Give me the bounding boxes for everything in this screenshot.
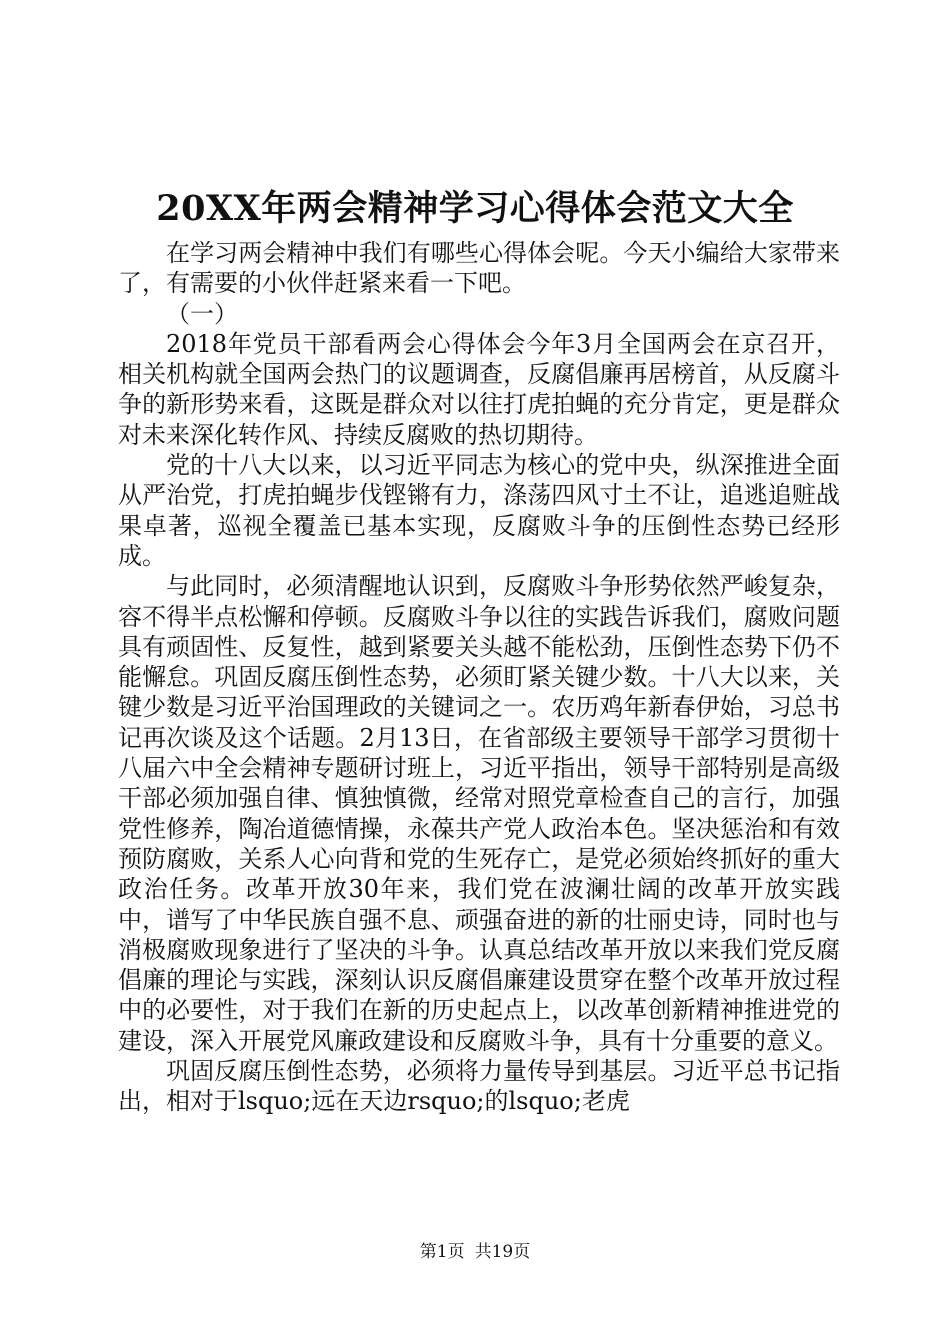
page-count: 共19页 — [474, 1242, 531, 1262]
paragraph-intro: 在学习两会精神中我们有哪些心得体会呢。今天小编给大家带来了，有需要的小伙伴赶紧来看一下吧。 — [118, 239, 840, 298]
document-body — [118, 238, 840, 1117]
section-heading: （一） — [166, 299, 238, 328]
page-footer — [0, 1241, 950, 1263]
paragraph: 党的十八大以来，以习近平同志为核心的党中央，纵深推进全面从严治党，打虎拍蝇步伐铿锵有力，涤荡四风寸土不让，追逃追赃战果卓著，巡视全覆盖已基本实现，反腐败斗争的压倒性态势已经形成。 — [118, 451, 840, 570]
paragraph: 2018年党员干部看两会心得体会今年3月全国两会在京召开，相关机构就全国两会热门的议题调查，反腐倡廉再居榜首，从反腐斗争的新形势来看，这既是群众对以往打虎拍蝇的充分肯定，更是群众对未来深化转作风、持续反腐败的热切期待。 — [118, 329, 840, 449]
document-title: 20XX年两会精神学习心得体会范文大全 — [156, 188, 794, 229]
paragraph: 与此同时，必须清醒地认识到，反腐败斗争形势依然严峻复杂，容不得半点松懈和停顿。反腐败斗争以往的实践告诉我们，腐败问题具有顽固性、反复性，越到紧要关头越不能松劲，压倒性态势下仍不能懈怠。巩固反腐压倒性态势，必须盯紧关键少数。十八大以来，关键少数是习近平治国理政的关键词之一。农历鸡年新春伊始，习总书记再次谈及这个话题。2月13日，在省部级主要领导干部学习贯彻十八届六中全会精神专题研讨班上，习近平指出，领导干部特别是高级干部必须加强自律、慎独慎微，经常对照党章检查自己的言行，加强党性修养，陶冶道德情操，永葆共产党人政治本色。坚决惩治和有效预防腐败，关系人心向背和党的生死存亡，是党必须始终抓好的重大政治任务。改革开放30年来，我们党在波澜壮阔的改革开放实践中，谱写了中华民族自强不息、顽强奋进的新的壮丽史诗，同时也与消极腐败现象进行了坚决的斗争。认真总结改革开放以来我们党反腐倡廉的理论与实践，深刻认识反腐倡廉建设贯穿在整个改革开放过程中的必要性，对于我们在新的历史起点上，以改革创新精神推进党的建设，深入开展党风廉政建设和反腐败斗争，具有十分重要的意义。 — [118, 572, 840, 1055]
paragraph: 巩固反腐压倒性态势，必须将力量传导到基层。习近平总书记指出，相对于lsquo;远在天边rsquo;的lsquo;老虎 — [118, 1057, 840, 1116]
page-number: 第1页 — [419, 1242, 465, 1262]
